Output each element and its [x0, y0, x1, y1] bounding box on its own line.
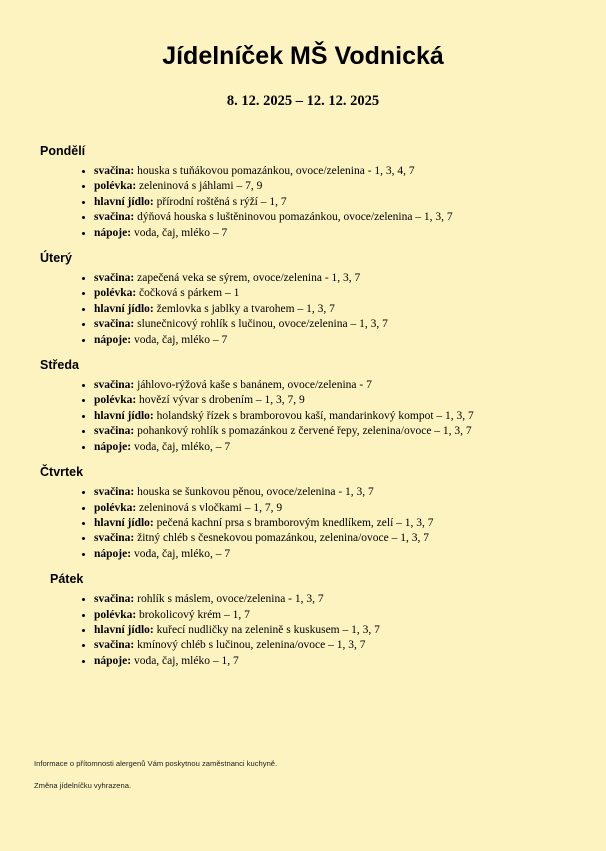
- meal-text: voda, čaj, mléko – 1, 7: [131, 654, 239, 667]
- change-note: Změna jídelníčku vyhrazena.: [34, 781, 132, 790]
- meal-text: pečená kachní prsa s bramborovým knedlíkem, zelí – 1, 3, 7: [153, 516, 434, 529]
- date-range: 8. 12. 2025 – 12. 12. 2025: [226, 93, 380, 109]
- list-item: [82, 638, 572, 653]
- meal-text: houska s tuňákovou pomazánkou, ovoce/zelenina - 1, 3, 4, 7: [134, 165, 415, 177]
- day-title-friday: Pátek: [50, 572, 84, 587]
- list-item: [82, 501, 572, 516]
- meal-label: svačina:: [94, 272, 135, 285]
- meal-text: zapečená veka se sýrem, ovoce/zelenina - 1, 3, 7: [134, 272, 361, 285]
- list-item: [82, 286, 572, 301]
- meal-text: voda, čaj, mléko, – 7: [131, 440, 231, 453]
- meal-label: nápoje:: [94, 333, 132, 346]
- meal-list-monday: [34, 164, 572, 241]
- list-item: [82, 608, 572, 623]
- meal-label: svačina:: [94, 486, 135, 499]
- meal-label: svačina:: [94, 532, 135, 545]
- list-item: [82, 226, 572, 241]
- footer: [34, 759, 277, 803]
- meal-label: hlavní jídlo:: [94, 302, 154, 315]
- list-item: [82, 440, 572, 455]
- meal-label: polévka:: [94, 501, 137, 514]
- meal-list-thursday: [34, 485, 572, 562]
- meal-text: zeleninová s jáhlami – 7, 9: [136, 180, 263, 193]
- meal-label: svačina:: [94, 425, 135, 438]
- list-item: [82, 623, 572, 638]
- meal-label: svačina:: [94, 211, 135, 224]
- meal-label: hlavní jídlo:: [94, 195, 154, 208]
- day-title-tuesday: Úterý: [40, 251, 72, 266]
- meal-text: žitný chléb s česnekovou pomazánkou, zelenina/ovoce – 1, 3, 7: [134, 532, 430, 545]
- meal-text: voda, čaj, mléko – 7: [131, 226, 228, 239]
- meal-list-tuesday: [34, 271, 572, 348]
- day-section-tuesday: [34, 251, 572, 348]
- meal-list-wednesday: [34, 378, 572, 455]
- meal-label: nápoje:: [94, 226, 132, 239]
- meal-text: přírodní roštěná s rýží – 1, 7: [153, 195, 287, 208]
- list-item: [82, 592, 572, 607]
- list-item: [82, 516, 572, 531]
- list-item: [82, 333, 572, 348]
- meal-label: svačina:: [94, 593, 135, 606]
- meal-text: dýňová houska s luštěninovou pomazánkou, ovoce/zelenina – 1, 3, 7: [134, 211, 453, 224]
- list-item: [82, 210, 572, 225]
- list-item: [82, 179, 572, 194]
- meal-label: polévka:: [94, 287, 137, 300]
- meal-text: zeleninová s vločkami – 1, 7, 9: [136, 501, 283, 514]
- meal-text: slunečnicový rohlík s lučinou, ovoce/zelenina – 1, 3, 7: [134, 318, 388, 331]
- day-section-thursday: [34, 465, 572, 562]
- meal-label: svačina:: [94, 318, 135, 331]
- day-section-monday: [34, 144, 572, 241]
- meal-text: houska se šunkovou pěnou, ovoce/zelenina - 1, 3, 7: [134, 486, 374, 499]
- meal-text: čočková s párkem – 1: [136, 287, 240, 300]
- meal-list-friday: [34, 592, 572, 669]
- day-section-wednesday: [34, 358, 572, 455]
- list-item: [82, 485, 572, 500]
- meal-label: polévka:: [94, 180, 137, 193]
- meal-label: nápoje:: [94, 654, 132, 667]
- day-title-thursday: Čtvrtek: [40, 465, 84, 480]
- list-item: [82, 393, 572, 408]
- meal-text: kuřecí nudličky na zelenině s kuskusem – 1, 3, 7: [153, 623, 380, 636]
- meal-label: hlavní jídlo:: [94, 623, 154, 636]
- meal-label: nápoje:: [94, 440, 132, 453]
- days-list: [34, 144, 572, 669]
- meal-text: kmínový chléb s lučinou, zelenina/ovoce – 1, 3, 7: [134, 639, 366, 652]
- meal-text: brokolicový krém – 1, 7: [136, 608, 250, 621]
- list-item: [82, 164, 572, 179]
- list-item: [82, 195, 572, 210]
- meal-text: voda, čaj, mléko, – 7: [131, 547, 231, 560]
- list-item: [82, 378, 572, 393]
- meal-label: hlavní jídlo:: [94, 409, 154, 422]
- day-title-monday: Pondělí: [40, 144, 86, 158]
- page-title: Jídelníček MŠ Vodnická: [162, 42, 444, 70]
- list-item: [82, 424, 572, 439]
- meal-text: žemlovka s jablky a tvarohem – 1, 3, 7: [153, 302, 335, 315]
- meal-label: svačina:: [94, 639, 135, 652]
- meal-label: nápoje:: [94, 547, 132, 560]
- meal-text: holandský řízek s bramborovou kaší, mandarinkový kompot – 1, 3, 7: [153, 409, 474, 422]
- day-section-friday: [34, 572, 572, 669]
- allergen-note: Informace o přítomnosti alergenů Vám poskytnou zaměstnanci kuchyně.: [34, 759, 278, 768]
- meal-text: pohankový rohlík s pomazánkou z červené řepy, zelenina/ovoce – 1, 3, 7: [134, 425, 472, 438]
- meal-text: hovězí vývar s drobením – 1, 3, 7, 9: [136, 394, 305, 407]
- meal-label: svačina:: [94, 165, 135, 177]
- meal-text: rohlík s máslem, ovoce/zelenina - 1, 3, 7: [134, 593, 324, 606]
- meal-label: polévka:: [94, 394, 137, 407]
- meal-label: polévka:: [94, 608, 137, 621]
- meal-label: svačina:: [94, 379, 135, 392]
- meal-label: hlavní jídlo:: [94, 516, 154, 529]
- list-item: [82, 271, 572, 286]
- list-item: [82, 409, 572, 424]
- meal-text: voda, čaj, mléko – 7: [131, 333, 228, 346]
- list-item: [82, 317, 572, 332]
- meal-text: jáhlovo-rýžová kaše s banánem, ovoce/zelenina - 7: [134, 379, 372, 392]
- list-item: [82, 531, 572, 546]
- day-title-wednesday: Středa: [40, 358, 79, 373]
- list-item: [82, 654, 572, 669]
- list-item: [82, 302, 572, 317]
- list-item: [82, 547, 572, 562]
